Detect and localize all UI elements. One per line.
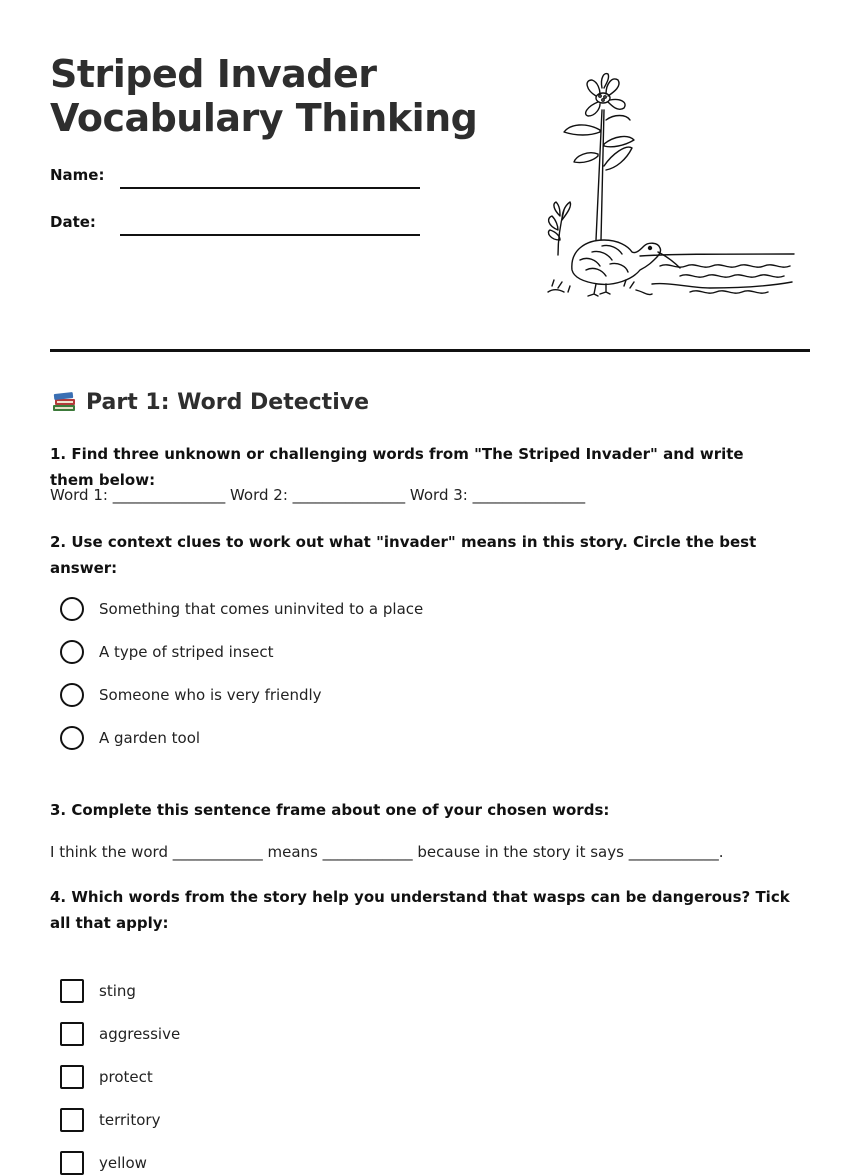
checkbox-label: sting — [99, 982, 136, 1000]
radio-circle-icon[interactable] — [60, 640, 84, 664]
part1-title-text: Part 1: Word Detective — [86, 389, 370, 415]
question-2: 2. Use context clues to work out what "invader" means in this story. Circle the best answer: — [50, 533, 757, 577]
kiwi-bird-icon — [572, 240, 680, 296]
checkbox-label: territory — [99, 1111, 161, 1129]
option-label: Someone who is very friendly — [99, 686, 322, 704]
title-line-2: Vocabulary Thinking — [50, 96, 478, 140]
books-icon — [50, 388, 78, 416]
checkbox-icon[interactable] — [60, 1108, 84, 1132]
option-label: Something that comes uninvited to a place — [99, 600, 424, 618]
option-item[interactable] — [60, 597, 423, 621]
checkbox-icon[interactable] — [60, 1151, 84, 1175]
radio-circle-icon[interactable] — [60, 597, 84, 621]
checkbox-item[interactable] — [60, 1108, 160, 1132]
question-3: 3. Complete this sentence frame about one of your chosen words: — [50, 801, 610, 819]
checkbox-item[interactable] — [60, 1022, 180, 1046]
option-item[interactable] — [60, 683, 322, 707]
name-field-line[interactable] — [120, 187, 420, 189]
option-label: A type of striped insect — [99, 643, 274, 661]
option-item[interactable] — [60, 726, 200, 750]
radio-circle-icon[interactable] — [60, 726, 84, 750]
part1-title — [50, 388, 369, 416]
checkbox-label: yellow — [99, 1154, 147, 1172]
date-field-line[interactable] — [120, 234, 420, 236]
checkbox-label: protect — [99, 1068, 153, 1086]
question-4: 4. Which words from the story help you understand that wasps can be dangerous? Tick all that apply: — [50, 888, 790, 932]
flower-icon — [586, 74, 625, 116]
checkbox-item[interactable] — [60, 979, 136, 1003]
checkbox-icon[interactable] — [60, 979, 84, 1003]
radio-circle-icon[interactable] — [60, 683, 84, 707]
kiwi-bird-flower-illustration — [540, 70, 800, 300]
option-label: A garden tool — [99, 729, 201, 747]
date-label: Date: — [50, 213, 96, 231]
checkbox-item[interactable] — [60, 1065, 153, 1089]
name-label: Name: — [50, 166, 105, 184]
option-item[interactable] — [60, 640, 273, 664]
question-1: 1. Find three unknown or challenging words from "The Striped Invader" and write them below: — [50, 445, 744, 489]
checkbox-label: aggressive — [99, 1025, 181, 1043]
checkbox-icon[interactable] — [60, 1065, 84, 1089]
worksheet-title — [50, 52, 477, 140]
checkbox-item[interactable] — [60, 1151, 147, 1175]
title-line-1: Striped Invader — [50, 52, 377, 96]
section-divider — [50, 349, 810, 352]
word-answer-line[interactable]: Word 1: _______________ Word 2: _______________ Word 3: _______________ — [50, 486, 586, 504]
sentence-frame[interactable]: I think the word ____________ means ____________ because in the story it says ____________. — [50, 843, 724, 861]
checkbox-icon[interactable] — [60, 1022, 84, 1046]
